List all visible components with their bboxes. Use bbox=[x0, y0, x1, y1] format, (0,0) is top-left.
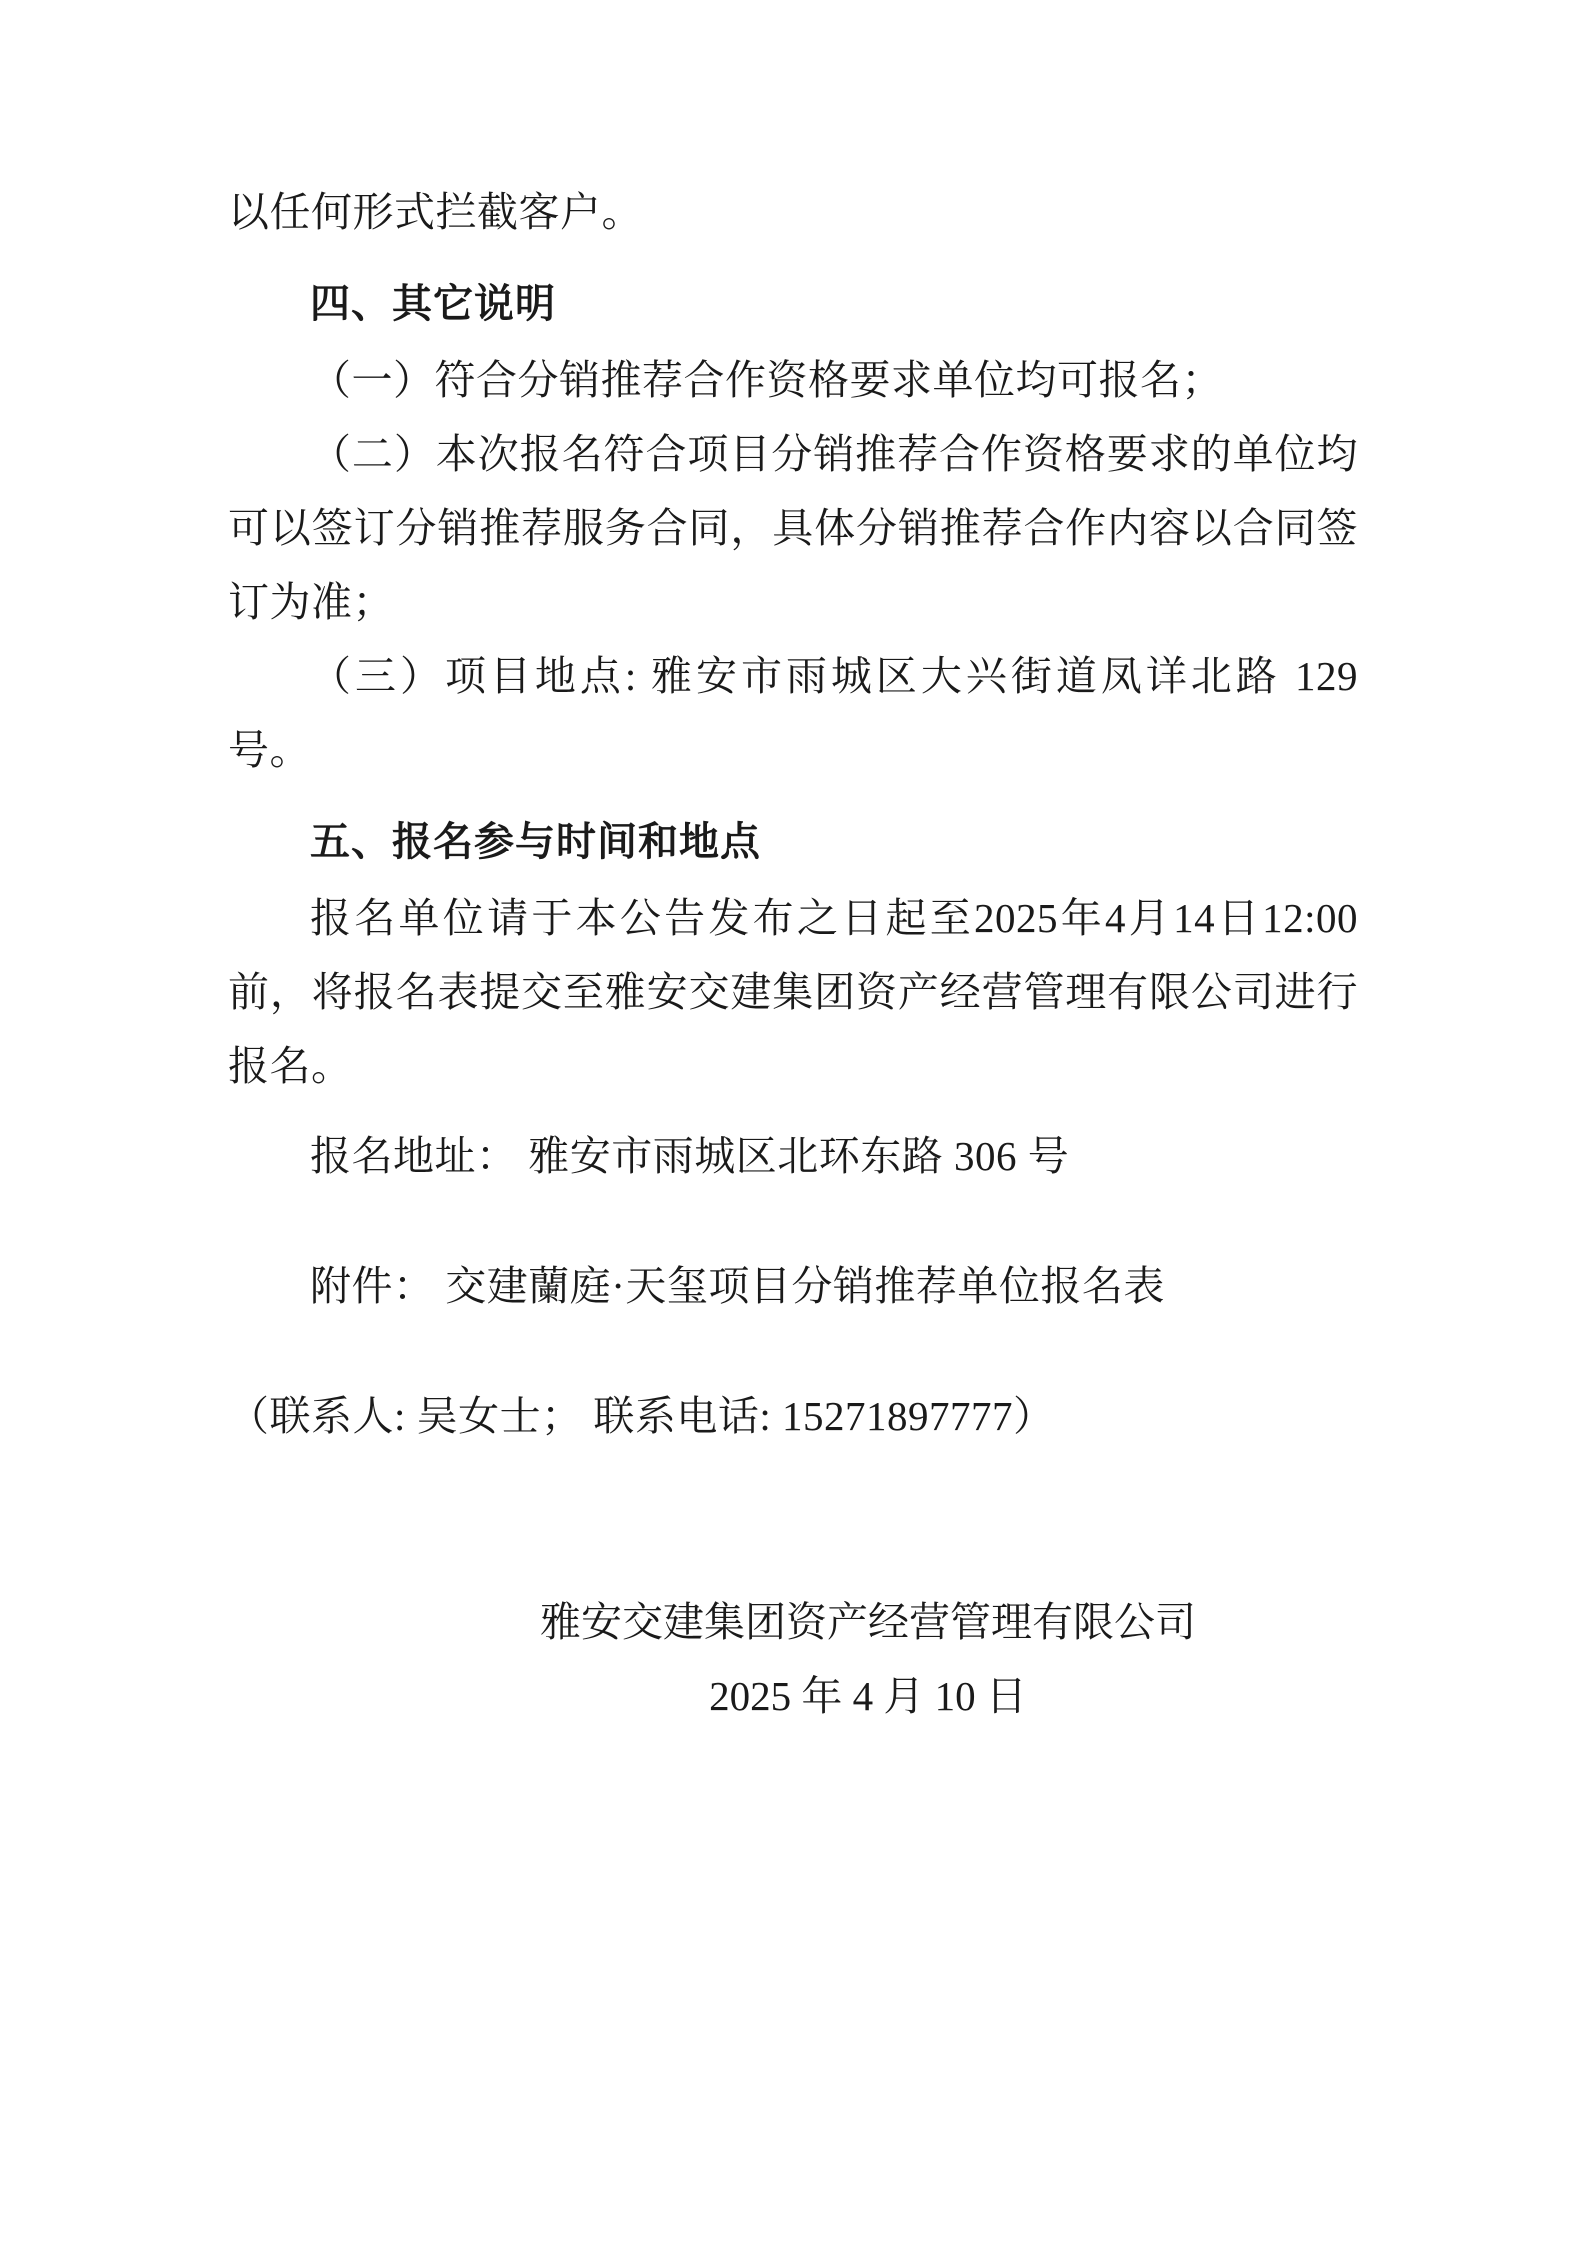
section-four-item-one: （一）符合分销推荐合作资格要求单位均可报名； bbox=[310, 357, 1223, 403]
contact-line: （联系人: 吴女士； 联系电话: 15271897777） bbox=[228, 1393, 1055, 1439]
continued-paragraph: 以任何形式拦截客户。 bbox=[228, 189, 643, 235]
spacer bbox=[228, 1453, 1358, 1585]
spacer bbox=[228, 249, 1358, 265]
spacer bbox=[228, 1323, 1358, 1379]
section-heading-four: 四、其它说明 bbox=[310, 281, 556, 327]
registration-time-paragraph: 报名单位请于本公告发布之日起至2025年4月14日12:00 前，将报名表提交至雅安交建集团资产经营管理有限公司进行报名。 bbox=[228, 895, 1369, 1089]
section-heading-five: 五、报名参与时间和地点 bbox=[310, 819, 761, 865]
signature-block bbox=[398, 1585, 1358, 1733]
document-body bbox=[228, 175, 1369, 1733]
section-four-item-three: （三）项目地点: 雅安市雨城区大兴街道凤详北路 129 号。 bbox=[228, 653, 1369, 773]
signature-organization: 雅安交建集团资产经营管理有限公司 bbox=[540, 1599, 1196, 1645]
spacer bbox=[228, 787, 1358, 803]
spacer bbox=[228, 1193, 1358, 1249]
attachment-line: 附件： 交建蘭庭·天玺项目分销推荐单位报名表 bbox=[310, 1263, 1165, 1309]
registration-address: 报名地址： 雅安市雨城区北环东路 306 号 bbox=[310, 1133, 1070, 1179]
section-four-item-two: （二）本次报名符合项目分销推荐合作资格要求的单位均可以签订分销推荐服务合同，具体分销推荐合作内容以合同签订为准； bbox=[228, 431, 1358, 625]
signature-date: 2025 年 4 月 10 日 bbox=[709, 1673, 1027, 1719]
spacer bbox=[228, 1103, 1358, 1119]
